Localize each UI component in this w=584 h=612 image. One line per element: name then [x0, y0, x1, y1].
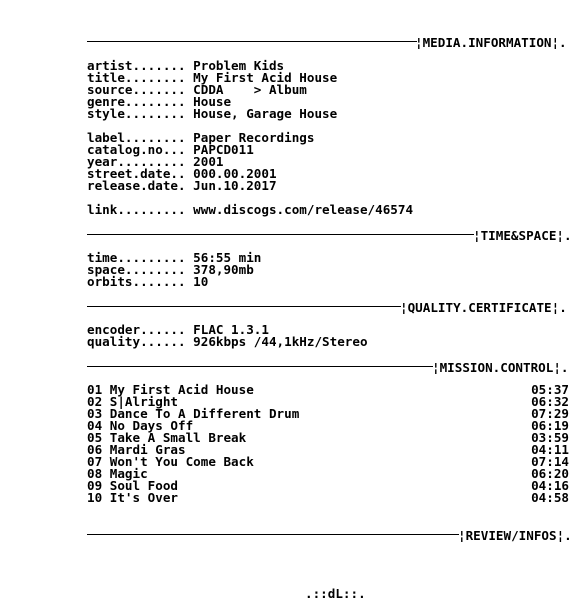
track-title: 01 My First Acid House [87, 382, 254, 397]
track-title: 09 Soul Food [87, 478, 178, 493]
section-title-mission: ¦MISSION.CONTROL¦. [432, 360, 569, 375]
track-row [87, 492, 569, 504]
track-title: 10 It's Over [87, 490, 178, 505]
footer-signature: .::dL::. [305, 586, 366, 601]
track-title: 06 Mardi Gras [87, 442, 186, 457]
track-title: 04 No Days Off [87, 418, 194, 433]
track-duration: 06:20 [531, 466, 569, 481]
orbits-count: orbits....... 10 [87, 274, 209, 289]
section-header-media [87, 35, 575, 49]
track-row [87, 456, 569, 468]
media-label: label........ Paper Recordings [87, 130, 315, 145]
section-title-time: ¦TIME&SPACE¦. [473, 228, 572, 243]
media-source: source....... CDDA > Album [87, 82, 307, 97]
track-title: 02 S|Alright [87, 394, 178, 409]
track-duration: 04:58 [531, 490, 569, 505]
divider [87, 306, 401, 307]
track-duration: 04:16 [531, 478, 569, 493]
section-title-media: ¦MEDIA.INFORMATION¦. [415, 35, 567, 50]
track-title: 08 Magic [87, 466, 148, 481]
track-title: 03 Dance To A Different Drum [87, 406, 300, 421]
space-total: space........ 378,90mb [87, 262, 254, 277]
media-title: title........ My First Acid House [87, 70, 338, 85]
section-header-mission [87, 360, 575, 374]
track-duration: 07:29 [531, 406, 569, 421]
media-catalog: catalog.no... PAPCD011 [87, 142, 254, 157]
track-title: 05 Take A Small Break [87, 430, 247, 445]
track-duration: 07:14 [531, 454, 569, 469]
media-release-date: release.date. Jun.10.2017 [87, 178, 277, 193]
track-duration: 06:32 [531, 394, 569, 409]
track-duration: 04:11 [531, 442, 569, 457]
track-duration: 06:19 [531, 418, 569, 433]
divider [87, 534, 459, 535]
track-duration: 03:59 [531, 430, 569, 445]
section-header-quality [87, 300, 575, 314]
section-title-review: ¦REVIEW/INFOS¦. [458, 528, 572, 543]
media-year: year......... 2001 [87, 154, 224, 169]
quality-bitrate: quality...... 926kbps /44,1kHz/Stereo [87, 334, 368, 349]
divider [87, 234, 474, 235]
time-total: time......... 56:55 min [87, 250, 262, 265]
media-style: style........ House, Garage House [87, 106, 338, 121]
section-header-review [87, 528, 575, 542]
quality-encoder: encoder...... FLAC 1.3.1 [87, 322, 269, 337]
track-duration: 05:37 [531, 382, 569, 397]
media-genre: genre........ House [87, 94, 232, 109]
section-title-quality: ¦QUALITY.CERTIFICATE¦. [400, 300, 567, 315]
divider [87, 366, 433, 367]
section-header-time [87, 228, 575, 242]
media-street-date: street.date.. 000.00.2001 [87, 166, 277, 181]
media-artist: artist....... Problem Kids [87, 58, 285, 73]
divider [87, 41, 417, 42]
media-link: link......... www.discogs.com/release/46574 [87, 202, 414, 217]
track-title: 07 Won't You Come Back [87, 454, 254, 469]
